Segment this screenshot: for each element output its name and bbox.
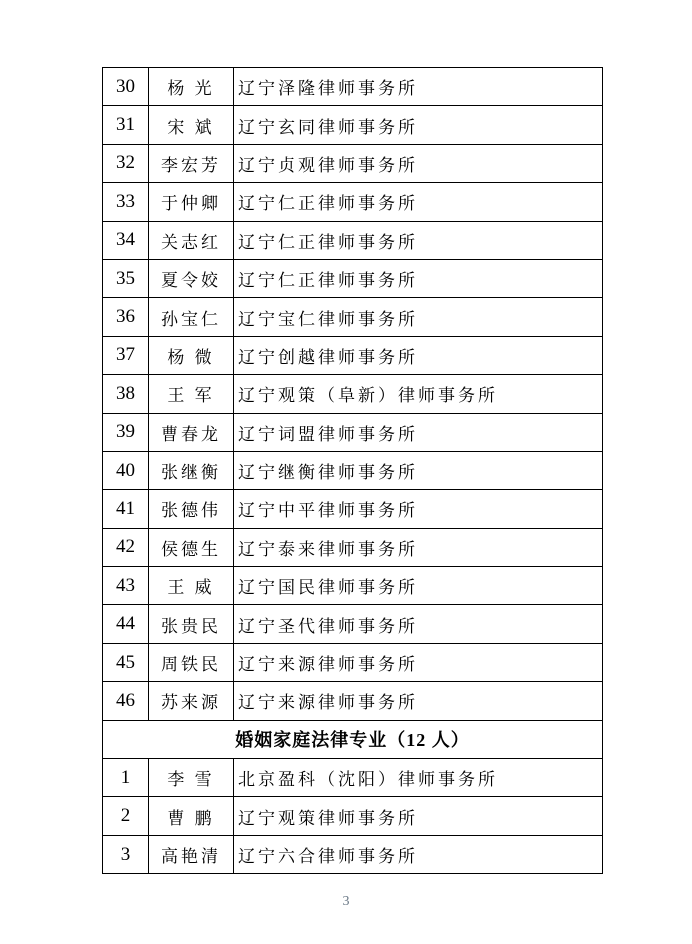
row-number: 46	[103, 682, 149, 720]
lawyer-name: 王 军	[149, 375, 234, 413]
table-row	[103, 643, 603, 681]
table-row	[103, 336, 603, 374]
lawyer-name: 李宏芳	[149, 144, 234, 182]
row-number: 32	[103, 144, 149, 182]
lawyer-name: 王 威	[149, 567, 234, 605]
row-number: 30	[103, 68, 149, 106]
table-row	[103, 144, 603, 182]
law-firm: 辽宁词盟律师事务所	[234, 413, 603, 451]
law-firm: 辽宁中平律师事务所	[234, 490, 603, 528]
row-number: 34	[103, 221, 149, 259]
row-number: 41	[103, 490, 149, 528]
lawyer-roster-table	[102, 67, 603, 874]
law-firm: 辽宁创越律师事务所	[234, 336, 603, 374]
row-number: 45	[103, 643, 149, 681]
lawyer-name: 孙宝仁	[149, 298, 234, 336]
law-firm: 辽宁仁正律师事务所	[234, 221, 603, 259]
table-row	[103, 375, 603, 413]
lawyer-name: 张贵民	[149, 605, 234, 643]
law-firm: 辽宁国民律师事务所	[234, 567, 603, 605]
row-number: 38	[103, 375, 149, 413]
lawyer-name: 杨 光	[149, 68, 234, 106]
law-firm: 辽宁六合律师事务所	[234, 835, 603, 873]
law-firm: 北京盈科（沈阳）律师事务所	[234, 759, 603, 797]
row-number: 36	[103, 298, 149, 336]
row-number: 35	[103, 259, 149, 297]
law-firm: 辽宁继衡律师事务所	[234, 451, 603, 489]
law-firm: 辽宁宝仁律师事务所	[234, 298, 603, 336]
lawyer-name: 夏令姣	[149, 259, 234, 297]
table-row	[103, 797, 603, 835]
table-row	[103, 221, 603, 259]
table-row	[103, 106, 603, 144]
lawyer-name: 曹 鹏	[149, 797, 234, 835]
row-number: 39	[103, 413, 149, 451]
row-number: 2	[103, 797, 149, 835]
table-row	[103, 68, 603, 106]
law-firm: 辽宁仁正律师事务所	[234, 183, 603, 221]
law-firm: 辽宁来源律师事务所	[234, 682, 603, 720]
law-firm: 辽宁来源律师事务所	[234, 643, 603, 681]
lawyer-name: 于仲卿	[149, 183, 234, 221]
table-row	[103, 490, 603, 528]
section-header-row	[103, 720, 603, 758]
table-row	[103, 759, 603, 797]
lawyer-name: 宋 斌	[149, 106, 234, 144]
table-row	[103, 183, 603, 221]
row-number: 3	[103, 835, 149, 873]
table-row	[103, 259, 603, 297]
row-number: 37	[103, 336, 149, 374]
table-row	[103, 298, 603, 336]
lawyer-name: 侯德生	[149, 528, 234, 566]
row-number: 43	[103, 567, 149, 605]
row-number: 33	[103, 183, 149, 221]
table-row	[103, 528, 603, 566]
law-firm: 辽宁仁正律师事务所	[234, 259, 603, 297]
row-number: 1	[103, 759, 149, 797]
law-firm: 辽宁玄同律师事务所	[234, 106, 603, 144]
page-number: 3	[342, 894, 350, 909]
lawyer-name: 张继衡	[149, 451, 234, 489]
table-row	[103, 413, 603, 451]
law-firm: 辽宁泽隆律师事务所	[234, 68, 603, 106]
table-row	[103, 605, 603, 643]
section-header-title: 婚姻家庭法律专业（12 人）	[103, 720, 603, 758]
law-firm: 辽宁泰来律师事务所	[234, 528, 603, 566]
law-firm: 辽宁观策律师事务所	[234, 797, 603, 835]
law-firm: 辽宁观策（阜新）律师事务所	[234, 375, 603, 413]
table-row	[103, 567, 603, 605]
row-number: 31	[103, 106, 149, 144]
row-number: 42	[103, 528, 149, 566]
row-number: 40	[103, 451, 149, 489]
lawyer-name: 杨 微	[149, 336, 234, 374]
lawyer-name: 关志红	[149, 221, 234, 259]
lawyer-name: 李 雪	[149, 759, 234, 797]
law-firm: 辽宁贞观律师事务所	[234, 144, 603, 182]
lawyer-name: 高艳清	[149, 835, 234, 873]
table-row	[103, 682, 603, 720]
table-row	[103, 835, 603, 873]
lawyer-name: 周铁民	[149, 643, 234, 681]
row-number: 44	[103, 605, 149, 643]
lawyer-name: 曹春龙	[149, 413, 234, 451]
table-row	[103, 451, 603, 489]
lawyer-name: 苏来源	[149, 682, 234, 720]
lawyer-name: 张德伟	[149, 490, 234, 528]
law-firm: 辽宁圣代律师事务所	[234, 605, 603, 643]
